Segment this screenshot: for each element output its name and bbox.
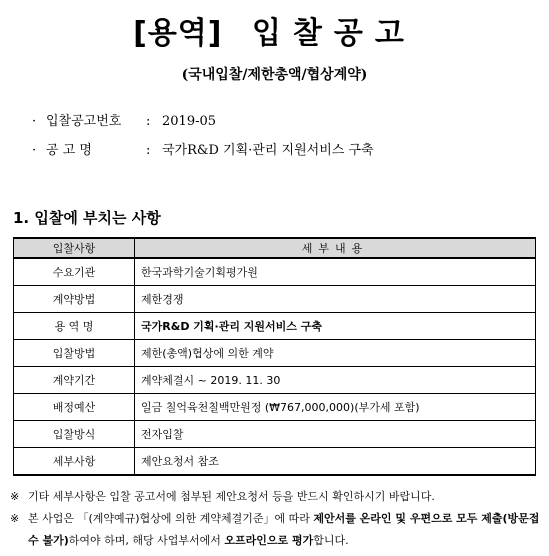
bullet: · [32,143,37,158]
note-text: 본 사업은 「(계약예규)협상에 의한 계약체결기준」에 따라 [28,512,314,525]
bullet: · [32,114,37,129]
row-label: 세부사항 [14,448,135,476]
page-subtitle: (국내입찰/제한총액/협상계약) [181,67,368,83]
table-row [14,258,536,286]
row-label: 용 역 명 [14,313,135,340]
table-row [14,367,536,394]
note-text: 합니다. [313,534,349,547]
row-value: 제한경쟁 [135,286,536,313]
page-title [0,8,549,52]
table-row [14,394,536,421]
title-main: 입찰공고 [251,16,416,51]
note-emphasis: 오프라인으로 평가 [224,534,314,547]
note-mark: ※ [10,512,20,525]
row-label: 계약기간 [14,367,135,394]
row-label: 수요기관 [14,258,135,286]
row-value: 제안요청서 참조 [135,448,536,476]
bid-details-table [13,237,536,476]
note-text: 기타 세부사항은 입찰 공고서에 첨부된 제안요청서 등을 반드시 확인하시기 바랍니다. [28,490,435,503]
note-emphasis: 제안서를 온라인 및 우편으로 모두 제출(방문접수 불가) [28,512,540,547]
notice-number-label: 입찰공고번호 [46,114,122,129]
row-label: 입찰방법 [14,340,135,367]
notice-name-value: 국가R&D 기획·관리 지원서비스 구축 [162,143,374,158]
notes [10,486,540,552]
table-header-row [14,238,536,258]
note-item [10,508,540,552]
row-label: 입찰방식 [14,421,135,448]
notice-name-row: · 공 고 명 : 국가R&D 기획·관리 지원서비스 구축 [32,139,374,158]
notice-number-row: · 입찰공고번호 : 2019-05 [32,110,216,129]
row-value: 제한(총액)협상에 의한 계약 [135,340,536,367]
row-value: 일금 칠억육천칠백만원정 (₩767,000,000)(부가세 포함) [135,394,536,421]
table-row [14,340,536,367]
table-row [14,313,536,340]
table-header-detail: 세부내용 [135,238,536,258]
notice-name-label: 공 고 명 [46,143,92,158]
table-row [14,448,536,476]
table-header-item: 입찰사항 [14,238,135,258]
row-value: 계약체결시 ~ 2019. 11. 30 [135,367,536,394]
note-mark: ※ [10,490,20,503]
row-value: 한국과학기술기획평가원 [135,258,536,286]
row-label: 계약방법 [14,286,135,313]
notice-number-value: 2019-05 [162,114,217,129]
note-item [10,486,540,508]
row-value: 전자입찰 [135,421,536,448]
note-text: 하여야 하며, 해당 사업부서에서 [68,534,225,547]
section-title: 1. 입찰에 부치는 사항 [13,209,161,227]
row-value: 국가R&D 기획·관리 지원서비스 구축 [135,313,536,340]
table-row [14,421,536,448]
row-label: 배정예산 [14,394,135,421]
title-prefix: [용역] [133,16,223,51]
table-row [14,286,536,313]
